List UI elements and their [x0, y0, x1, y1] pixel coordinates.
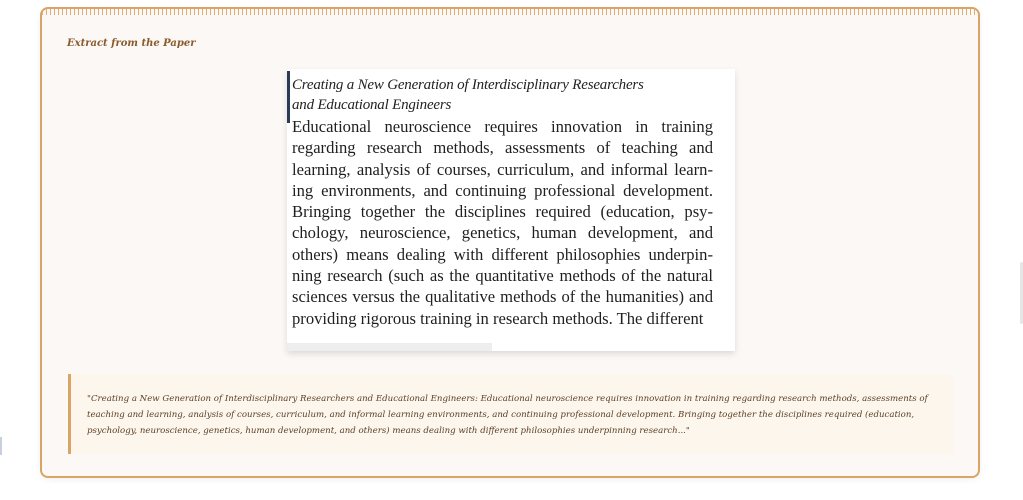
left-edge-mark: [0, 437, 2, 455]
scan-heading: [292, 75, 713, 115]
quote-box: [68, 374, 953, 454]
card-label: Extract from the Paper: [67, 38, 196, 49]
scan-heading-line1: Creating a New Generation of Interdisciplinary Researchers: [292, 77, 644, 93]
scanned-paper-image: [287, 69, 735, 351]
quote-text: "Creating a New Generation of Interdisciplinary Researchers and Educational Engineers: Educational neuroscience requires innovation in training regarding research methods, assessments of teaching and learning, analysis of courses, curriculum, and informal learning environments, and continuing professional development. Bringing together the disciplines required (education, psychology, neuroscience, genetics, human development, and others) means dealing with different philosophies underpinning research...": [87, 394, 928, 436]
scan-heading-line2: and Educational Engineers: [292, 97, 452, 113]
card-top-border: [42, 9, 978, 15]
scan-body-text: Educational neuroscience requires innovation in training regarding research methods, assessments of teaching and learning, analysis of courses, curriculum, and informal learn- ing environments, and continuing professional development. Bringing together the disciplines required (education, psy- chology, neuroscience, genetics, human development, and others) means dealing with different philosophies underpin- ning research (such as the quantitative methods of the natural sciences versus the qualitative methods of the humanities) and providing rigorous training in research methods. The different: [292, 117, 713, 328]
extract-card: [40, 7, 980, 478]
scan-bottom-edge: [287, 343, 492, 351]
